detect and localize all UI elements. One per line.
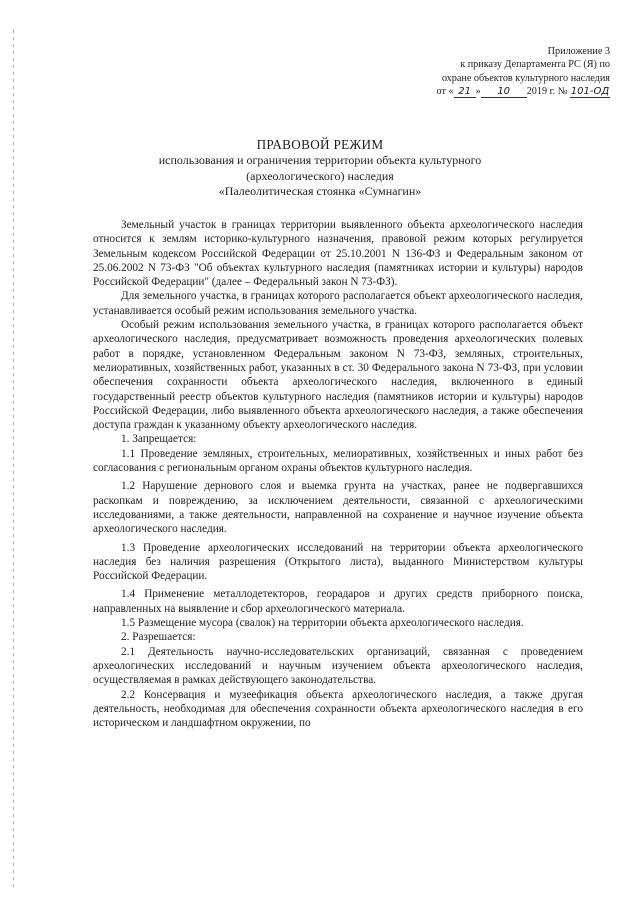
- item-2-1: 2.1 Деятельность научно-исследовательских организаций, связанная с проведением археологических исследований и научным изучением объекта археологического наследия, осуществляемая в рамках действующего законодательства.: [93, 645, 583, 687]
- section-prohibited-heading: 1. Запрещается:: [121, 433, 197, 446]
- title-subtitle-1: использования и ограничения территории объекта культурного: [158, 153, 482, 167]
- scan-edge-dots: [13, 30, 14, 890]
- item-1-4: 1.4 Применение металлодетекторов, георадаров и других средств приборного поиска, направленных на выявление и сбор археологического материала.: [93, 588, 583, 615]
- section-allowed-heading: 2. Разрешается:: [121, 631, 196, 644]
- title-subtitle-2: (археологического) наследия: [246, 168, 394, 183]
- title-object-name: «Палеолитическая стоянка «Сумнагин»: [218, 184, 422, 199]
- document-title: ПРАВОВОЙ РЕЖИМ: [256, 137, 384, 152]
- item-1-5: 1.5 Размещение мусора (свалок) на территории объекта археологического наследия.: [121, 617, 524, 630]
- appendix-department-line: охране объектов культурного наследия: [441, 72, 610, 84]
- date-month-handwritten: 10: [481, 86, 527, 98]
- date-mid: »: [475, 86, 481, 98]
- appendix-date-line: [390, 85, 610, 98]
- paragraph-land-plot: Земельный участок в границах территории выявленного объекта археологического наследия относится к землям историко-культурного назначения, правовой режим которых регулируется Земельным кодексом Российской Федерации от 25.10.2001 N 136-ФЗ и Федеральным законом от 25.06.2002 N 73-ФЗ "Об объектах культурного наследия (памятниках истории и культуры) народов Российской Федерации" (далее – Федеральный закон N 73-ФЗ).: [93, 219, 583, 289]
- document-title-block: [80, 137, 560, 200]
- appendix-title: Приложение 3: [547, 46, 610, 57]
- order-number-handwritten: 101-ОД: [570, 86, 610, 98]
- appendix-header: [390, 45, 610, 99]
- appendix-order-line: к приказу Департамента РС (Я) по: [460, 59, 610, 71]
- date-prefix: от «: [436, 86, 454, 98]
- item-1-3: 1.3 Проведение археологических исследований на территории объекта археологического наследия без наличия разрешения (Открытого листа), выданного Министерством культуры Российской Федерации.: [93, 541, 583, 583]
- item-1-1: 1.1 Проведение земляных, строительных, мелиоративных, хозяйственных и иных работ без согласования с региональным органом охраны объектов культурного наследия.: [93, 447, 583, 475]
- item-1-2: 1.2 Нарушение дернового слоя и выемка грунта на участках, ранее не подвергавшихся раскопкам и повреждению, за исключением деятельности, связанной с археологическими исследованиями, а также деятельности, направленной на сохранение и научное изучение объекта археологического наследия.: [93, 480, 583, 536]
- paragraph-regime-details: Особый режим использования земельного участка, в границах которого располагается объект археологического наследия, предусматривает возможность проведения археологических полевых работ в порядке, установленном Федеральным законом N 73-ФЗ, земляных, строительных, мелиоративных, хозяйственных работ, указанных в ст. 30 Федерального закона N 73-ФЗ, при условии обеспечения сохранности объекта археологического наследия, включенного в единый государственный реестр объектов культурного наследия (памятников истории и культуры) народов Российской Федерации, либо выявленного объекта археологического наследия, а также обеспечения доступа граждан к указанному объекту археологического наследия.: [93, 319, 583, 432]
- item-2-2: 2.2 Консервация и музеефикация объекта археологического наследия, а также другая деятельность, необходимая для обеспечения сохранности объекта археологического наследия в его историческом и ландшафтном окружении, по: [93, 688, 583, 730]
- document-body: [93, 218, 583, 730]
- date-year: 2019 г. №: [526, 86, 568, 98]
- date-day-handwritten: 21: [454, 86, 476, 98]
- paragraph-special-regime: Для земельного участка, в границах которого располагается объект археологического наследия, устанавливается особый режим использования земельного участка.: [93, 290, 583, 317]
